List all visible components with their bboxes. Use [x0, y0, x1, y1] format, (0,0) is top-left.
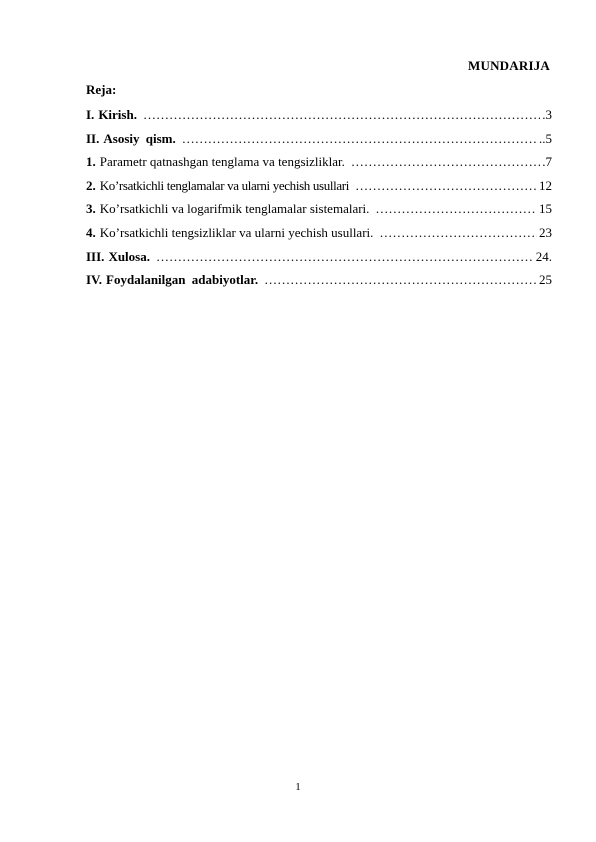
toc-dot-leader [375, 201, 537, 217]
toc-entry-number: 4. [86, 224, 96, 240]
table-of-contents [86, 107, 552, 296]
toc-entry-number: 1. [86, 154, 96, 170]
toc-dot-leader [143, 107, 540, 123]
toc-entry-kirish[interactable] [86, 107, 552, 131]
toc-dot-leader [351, 154, 540, 170]
toc-dot-leader [182, 131, 537, 147]
toc-entry-number: 2. [86, 177, 96, 193]
toc-entry-asosiy-qism[interactable] [86, 131, 552, 155]
toc-entry-label: Asosiy qism. [103, 130, 176, 146]
toc-entry-number: III. [86, 248, 105, 264]
toc-entry-page: 15 [539, 201, 552, 217]
toc-entry-adabiyotlar[interactable] [86, 272, 552, 296]
toc-entry-label: Ko’rsatkichli tenglamalar va ularni yechish usullari [99, 177, 350, 193]
toc-entry-label: Ko’rsatkichli tengsizliklar va ularni yechish usullari. [99, 224, 374, 240]
toc-entry-label: Foydalanilgan adabiyotlar. [106, 272, 259, 288]
toc-entry-label: Ko’rsatkichli va logarifmik tenglamalar sistemalari. [99, 201, 370, 217]
toc-entry-parametr[interactable] [86, 154, 552, 178]
plan-heading: Reja: [86, 82, 117, 97]
toc-entry-number: I. [86, 107, 95, 122]
toc-entry-page: 25 [539, 272, 552, 288]
toc-entry-label: Xulosa. [108, 248, 150, 264]
toc-dot-leader [379, 225, 537, 241]
toc-entry-page: 24. [535, 248, 552, 264]
toc-entry-tengsizliklar[interactable] [86, 225, 552, 249]
toc-entry-sistemalar[interactable] [86, 201, 552, 225]
toc-entry-number: 3. [86, 201, 96, 217]
toc-entry-number: II. [86, 130, 100, 146]
toc-dot-leader [156, 249, 534, 265]
page-number: 1 [295, 781, 301, 793]
toc-entry-label: Parametr qatnashgan tenglama va tengsizliklar. [99, 154, 345, 170]
toc-entry-page: .7 [542, 154, 552, 170]
toc-entry-page: ..5 [539, 130, 552, 146]
toc-dot-leader [355, 178, 537, 194]
document-title: MUNDARIJA [468, 58, 550, 73]
toc-entry-korsatkichli-tenglamalar[interactable] [86, 178, 552, 202]
toc-dot-leader [264, 272, 537, 288]
toc-entry-number: IV. [86, 272, 103, 288]
toc-entry-label: Kirish. [98, 107, 137, 122]
toc-entry-page: 23 [539, 224, 552, 240]
toc-entry-xulosa[interactable] [86, 249, 552, 273]
toc-entry-page: 12 [539, 177, 552, 193]
toc-entry-page: .3 [542, 107, 552, 122]
